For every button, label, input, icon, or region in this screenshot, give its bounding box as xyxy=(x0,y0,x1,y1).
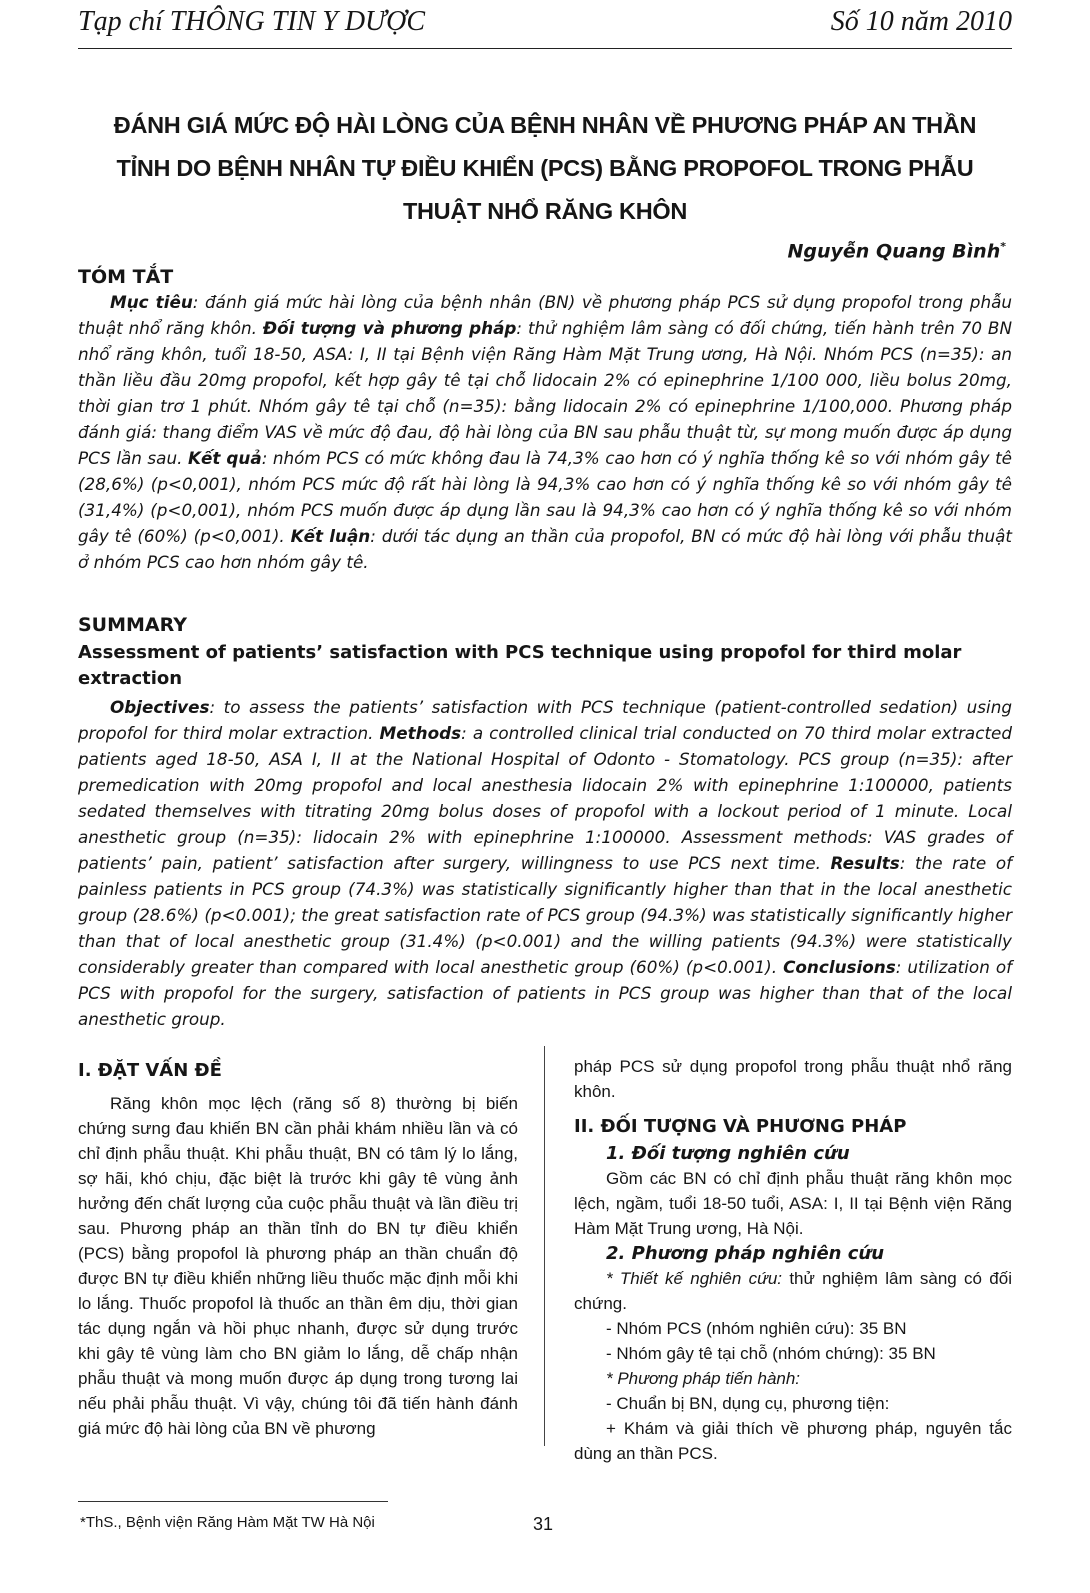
abstract-label: Kết luận xyxy=(290,526,371,546)
title-line: ĐÁNH GIÁ MỨC ĐỘ HÀI LÒNG CỦA BỆNH NHÂN VỀ PHƯƠNG PHÁP AN THẦN xyxy=(113,112,977,138)
abstract-text: : nhóm PCS có mức không đau là 74,3% cao hơn có ý nghĩa thống kê so với nhóm gây tê (28,6%) (p<0,001), nhóm PCS mức độ rất hài lòng là 94,3% cao hơn có ý nghĩa thống kê so với nhóm gây tê (31,4%) (p<0,001), nhóm PCS muốn được áp dụng lần sau là 94,3% cao hơn có ý nghĩa thống kê so với nhóm gây tê (60%) (p<0,001). xyxy=(78,448,1012,546)
section-heading: II. ĐỐI TƯỢNG VÀ PHƯƠNG PHÁP xyxy=(574,1116,907,1137)
issue-number: Số 10 năm 2010 xyxy=(830,6,1012,37)
body-paragraph: Răng khôn mọc lệch (răng số 8) thường bị biến chứng sưng đau khiến BN cần phải khám nhiều lần và có chỉ định phẫu thuật. Khi phẫu thuật, BN có tâm lý lo lắng, sợ hãi, khó chịu, đặc biệt là trước khi gây tê vùng ảnh hưởng đến chất lượng của cuộc phẫu thuật và lần điều trị sau. Phương pháp an thần tỉnh do BN tự điều khiển (PCS) bằng propofol là phương pháp an thần chuẩn độ được BN tự điều khiển những liều thuốc mặc định mỗi khi lo lắng. Thuốc propofol là thuốc an thần êm dịu, thời gian tác dụng ngắn và hồi phục nhanh, được sử dụng trước khi gây tê vùng làm cho BN giảm lo lắng, dễ chấp nhận phẫu thuật và mong muốn được áp dụng trong tương lai nếu phải phẫu thuật. Vì vậy, chúng tôi đã tiến hành đánh giá mức độ hài lòng của BN về phương xyxy=(78,1094,518,1438)
inline-text: thử nghiệm lâm sàng có đối chứng. xyxy=(574,1269,1012,1313)
abstract-label: Objectives xyxy=(110,697,210,717)
footnote: *ThS., Bệnh viện Răng Hàm Mặt TW Hà Nội xyxy=(80,1514,375,1531)
summary-heading: SUMMARY xyxy=(78,614,187,636)
abstract-text: : thử nghiệm lâm sàng có đối chứng, tiến hành trên 70 BN nhổ răng khôn, tuổi 18-50, ASA: I, II tại Bệnh viện Răng Hàm Mặt Trung ương, Hà Nội. Nhóm PCS (n=35): an thần liều đầu 20mg propofol, kết hợp gây tê tại chỗ lidocain 2% có epinephrine 1/100 000, liều bolus 20mg, thời gian trơ 1 phút. Nhóm gây tê tại chỗ (n=35): bằng lidocain 2% có epinephrine 1/100,000. Phương pháp đánh giá: thang điểm VAS về mức độ đau, độ hài lòng của BN sau phẫu thuật từ, sự mong muốn được áp dụng PCS lần sau. xyxy=(78,318,1012,468)
column-divider xyxy=(544,1046,545,1446)
inline-label: * Thiết kế nghiên cứu: xyxy=(606,1269,783,1288)
abstract-label: Kết quả xyxy=(187,448,262,468)
list-item: - Chuẩn bị BN, dụng cụ, phương tiện: xyxy=(606,1394,890,1413)
body-paragraph xyxy=(574,1266,1012,1316)
page-number: 31 xyxy=(533,1514,554,1534)
abstract-label: Conclusions xyxy=(783,957,896,977)
title-line: TỈNH DO BỆNH NHÂN TỰ ĐIỀU KHIỂN (PCS) BẰNG PROPOFOL TRONG PHẪU xyxy=(116,155,974,181)
abstract-label: Mục tiêu xyxy=(110,292,193,312)
summary-abstract xyxy=(78,694,1012,1032)
subsection-heading: 2. Phương pháp nghiên cứu xyxy=(606,1243,885,1264)
abstract-text: : dưới tác dụng an thần của propofol, BN có mức độ hài lòng với phẫu thuật ở nhóm PCS cao hơn nhóm gây tê. xyxy=(78,526,1012,572)
abstract-text: : utilization of PCS with propofol for the surgery, satisfaction of patients in PCS group was higher than that of the local anesthetic group. xyxy=(78,957,1013,1029)
abstract-text: : the rate of painless patients in PCS group (74.3%) was statistically significantly higher than that in the local anesthetic group (28.6%) (p<0.001); the great satisfaction rate of PCS group (94.3%) was statistically significantly higher than that of local anesthetic group (31.4%) (p<0.001) and the willing patients (94.3%) were statistically considerably greater than compared with local anesthetic group (60%) (p<0.001). xyxy=(78,853,1012,977)
subsection-heading: 1. Đối tượng nghiên cứu xyxy=(606,1143,850,1164)
abstract-label: Đối tượng và phương pháp xyxy=(262,318,517,338)
abstract-text: : đánh giá mức hài lòng của bệnh nhân (BN) về phương pháp PCS sử dụng propofol trong phẫu thuật nhổ răng khôn. xyxy=(78,292,1012,338)
list-item: - Nhóm PCS (nhóm nghiên cứu): 35 BN xyxy=(606,1319,907,1338)
journal-name: Tạp chí THÔNG TIN Y DƯỢC xyxy=(78,6,426,37)
list-item: * Phương pháp tiến hành: xyxy=(606,1369,801,1388)
abstract-label: Results xyxy=(830,853,900,873)
article-title xyxy=(90,104,1000,233)
body-paragraph: pháp PCS sử dụng propofol trong phẫu thuật nhổ răng khôn. xyxy=(574,1057,1012,1101)
header-rule xyxy=(78,48,1012,49)
author xyxy=(788,240,1007,262)
summary-title: Assessment of patients’ satisfaction with PCS technique using propofol for third molar extraction xyxy=(78,642,962,689)
running-header xyxy=(78,6,1012,44)
author-footnote-mark: * xyxy=(1000,240,1006,253)
title-line: THUẬT NHỔ RĂNG KHÔN xyxy=(402,198,688,224)
list-item: - Nhóm gây tê tại chỗ (nhóm chứng): 35 BN xyxy=(606,1344,936,1363)
footnote-rule xyxy=(78,1501,388,1502)
right-column xyxy=(574,1054,1012,1466)
list-item: + Khám và giải thích về phương pháp, nguyên tắc dùng an thần PCS. xyxy=(574,1419,1012,1463)
abstract-label: Methods xyxy=(379,723,462,743)
body-paragraph: Gồm các BN có chỉ định phẫu thuật răng khôn mọc lệch, ngầm, tuổi 18-50 tuổi, ASA: I, II tại Bệnh viện Răng Hàm Mặt Trung ương, Hà Nội. xyxy=(574,1169,1012,1238)
tom-tat-abstract xyxy=(78,289,1012,575)
abstract-text: : to assess the patients’ satisfaction with PCS technique (patient-controlled sedation) using propofol for third molar extraction. xyxy=(78,697,1012,743)
left-column xyxy=(78,1058,518,1441)
author-name: Nguyễn Quang Bình xyxy=(787,240,1001,263)
abstract-text: : a controlled clinical trial conducted on 70 third molar extracted patients aged 18-50, ASA I, II at the National Hospital of Odonto - Stomatology. PCS group (n=35): after premedication with 20mg propofol and local anesthesia lidocain 2% with epinephrine 1:100000, patients sedated themselves with titrating 20mg bolus doses of propofol with a lockout period of 1 minute. Local anesthetic group (n=35): lidocain 2% with epinephrine 1:100000. Assessment methods: VAS grades of patients’ pain, patient’ satisfaction after surgery, willingness to use PCS next time. xyxy=(78,723,1013,873)
tom-tat-heading: TÓM TẮT xyxy=(78,266,174,288)
section-heading: I. ĐẶT VẤN ĐỀ xyxy=(78,1060,222,1081)
